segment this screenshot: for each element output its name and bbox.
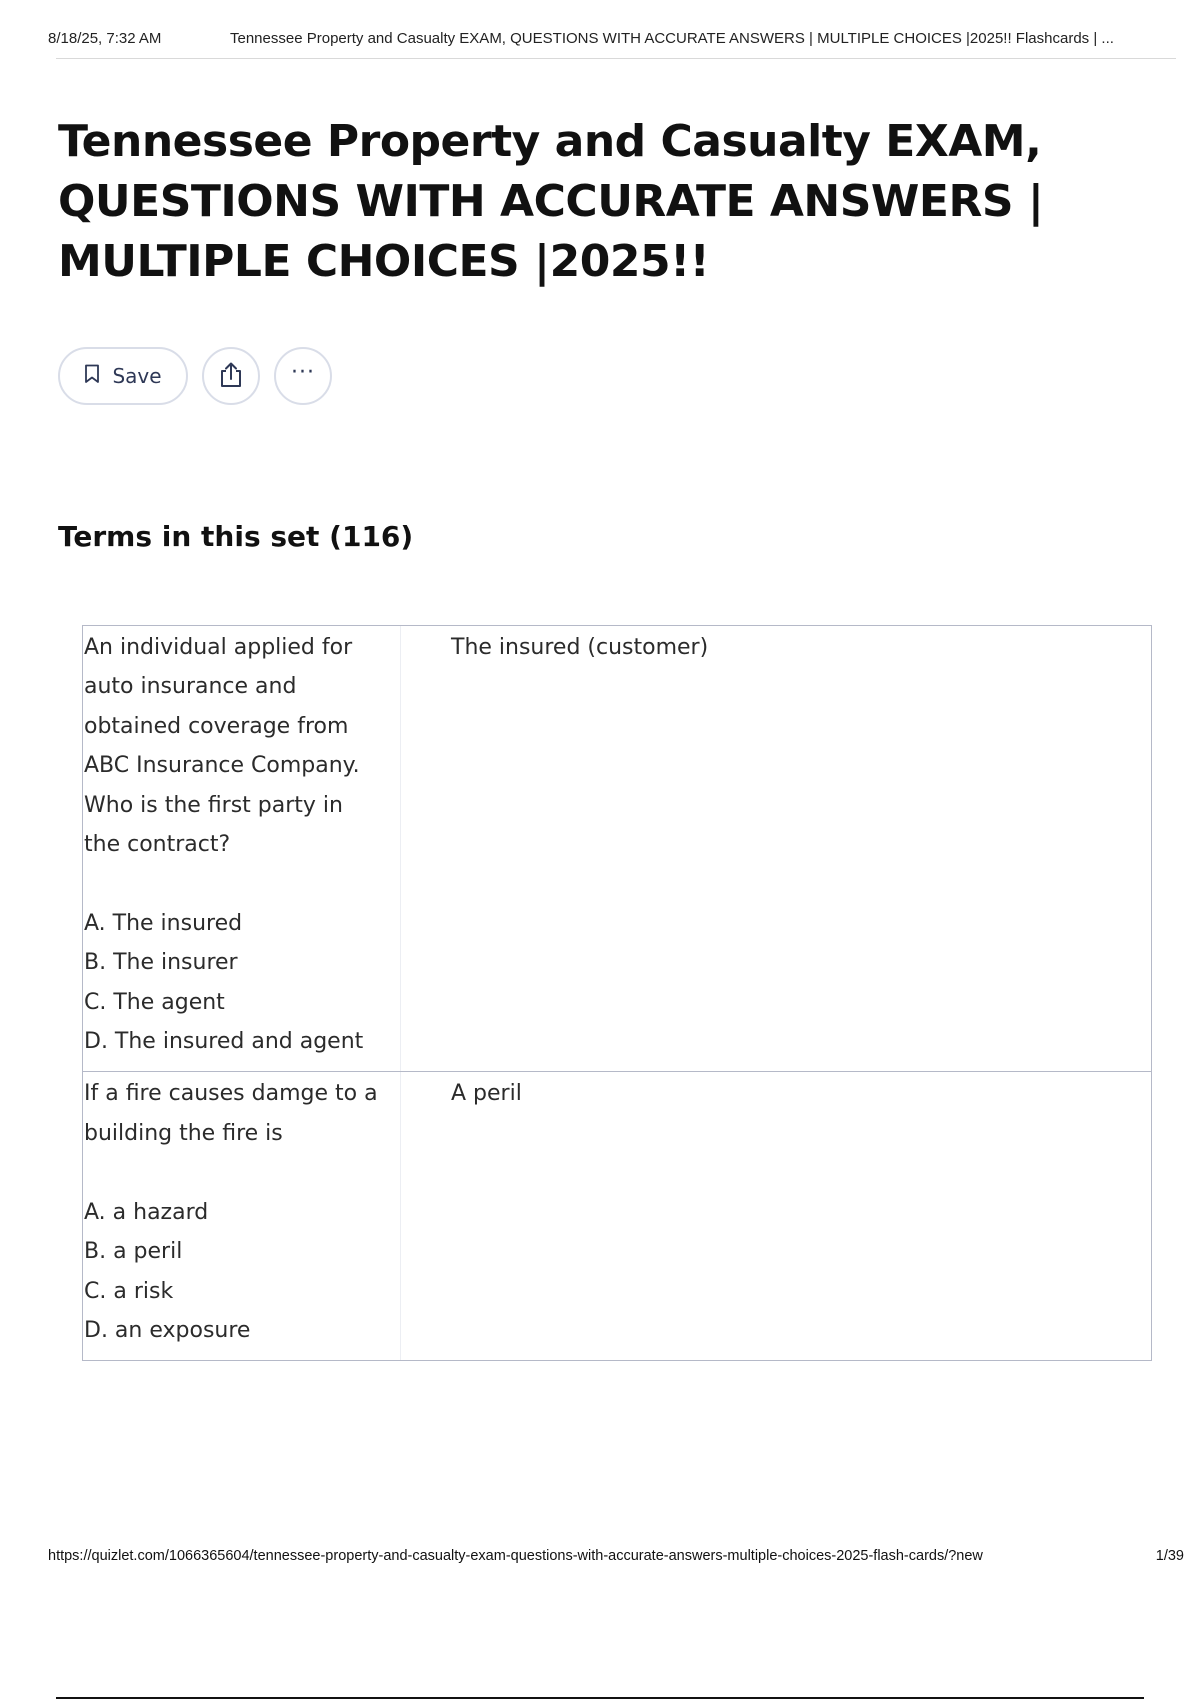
more-options-button[interactable]: [274, 347, 332, 405]
print-url: https://quizlet.com/1066365604/tennessee-property-and-casualty-exam-questions-with-accurate-answers-multiple-choices-2025-flash-cards/?new: [48, 1548, 983, 1564]
print-header: [48, 30, 1178, 52]
term-answer: The insured (customer): [451, 635, 709, 660]
bottom-divider: [56, 1697, 1144, 1699]
terms-heading: Terms in this set (116): [58, 520, 414, 553]
more-icon: ···: [291, 360, 315, 385]
share-icon: [218, 361, 244, 392]
share-button[interactable]: [202, 347, 260, 405]
print-page-title: Tennessee Property and Casualty EXAM, QUESTIONS WITH ACCURATE ANSWERS | MULTIPLE CHOICES |2025!! Flashcards | ...: [230, 30, 1114, 47]
page-title: Tennessee Property and Casualty EXAM, QUESTIONS WITH ACCURATE ANSWERS | MULTIPLE CHOICES |2025!!: [58, 116, 1044, 287]
term-answer: A peril: [451, 1081, 522, 1107]
term-row: [83, 626, 1151, 1071]
header-divider: [56, 58, 1176, 59]
print-date: 8/18/25, 7:32 AM: [48, 30, 162, 47]
set-actions: [58, 346, 332, 406]
term-question: If a fire causes damge to a building the fire is A. a hazard B. a peril C. a risk D. an exposure: [83, 1072, 401, 1360]
terms-table: [82, 625, 1152, 1361]
save-label: Save: [112, 364, 162, 388]
term-row: [83, 1071, 1151, 1360]
term-question: An individual applied for auto insurance and obtained coverage from ABC Insurance Company. Who is the first party in the contract? A. The insured B. The insurer C. The agent D. The insured and agent: [83, 626, 401, 1071]
print-page-number: 1/39: [1155, 1548, 1184, 1564]
bookmark-icon: [84, 364, 100, 389]
save-button[interactable]: [58, 347, 188, 405]
